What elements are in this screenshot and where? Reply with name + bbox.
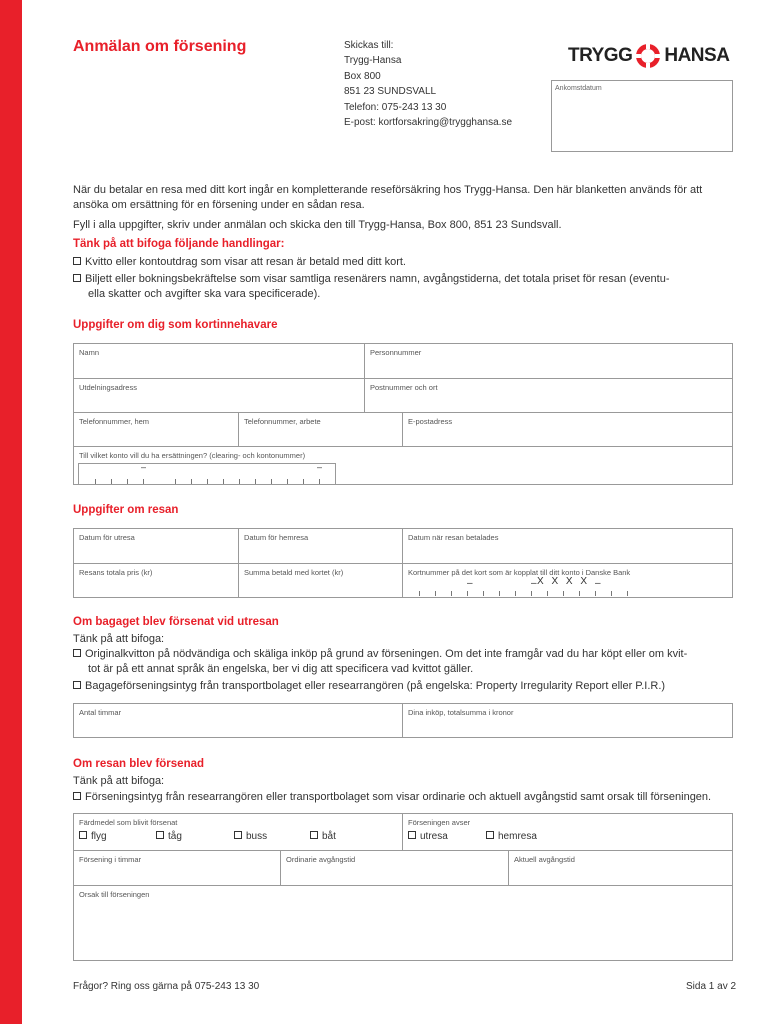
- address-line: Trygg-Hansa: [344, 55, 402, 67]
- delay-form: [73, 813, 733, 961]
- concerns-label: Förseningen avser: [408, 818, 471, 827]
- return-date-label: Datum för hemresa: [244, 533, 309, 542]
- trip-form: [73, 528, 733, 598]
- paid-date-field[interactable]: [402, 529, 733, 563]
- address-field[interactable]: [74, 379, 364, 412]
- card-digit-ticks: [403, 584, 643, 596]
- account-dash: –: [317, 462, 323, 472]
- card-number-field[interactable]: [402, 564, 733, 598]
- option-label: utresa: [420, 831, 448, 842]
- ordinary-time-label: Ordinarie avgångstid: [286, 855, 356, 864]
- checkbox-icon: [73, 274, 81, 282]
- reason-label: Orsak till förseningen: [79, 890, 150, 899]
- vehicle-field: [74, 814, 402, 850]
- option-train[interactable]: [156, 831, 182, 842]
- email-field[interactable]: [402, 413, 733, 446]
- phone-home-field[interactable]: [74, 413, 238, 446]
- baggage-item: [73, 647, 738, 676]
- option-label: buss: [246, 831, 268, 842]
- delay-hours-label: Försening i timmar: [79, 855, 142, 864]
- address-line: 851 23 SUNDSVALL: [344, 86, 437, 98]
- phone-work-field[interactable]: [238, 413, 402, 446]
- hours-label: Antal timmar: [79, 708, 122, 717]
- actual-time-field[interactable]: [508, 851, 733, 885]
- total-price-label: Resans totala pris (kr): [79, 568, 153, 577]
- personal-number-label: Personnummer: [370, 348, 422, 357]
- delay-hours-field[interactable]: [74, 851, 280, 885]
- attachment-item: [73, 255, 406, 270]
- attachment-text: Kvitto eller kontoutdrag som visar att resan är betald med ditt kort.: [85, 256, 406, 268]
- attachment-item: [73, 272, 733, 301]
- card-mask-dash: –: [467, 578, 474, 589]
- checkbox-icon: [73, 792, 81, 800]
- account-number-field[interactable]: [78, 463, 336, 485]
- checkbox-icon: [234, 831, 242, 839]
- phone-work-label: Telefonnummer, arbete: [244, 417, 321, 426]
- brand-stripe: [0, 0, 22, 1024]
- postal-field[interactable]: [364, 379, 733, 412]
- cardholder-form: [73, 343, 733, 485]
- baggage-item: [73, 679, 738, 694]
- hours-field[interactable]: [74, 704, 402, 738]
- baggage-text: Originalkvitton på nödvändiga och skäliga inköp på grund av förseningen. Om det inte framgår vad du har köpt eller om kvit-: [85, 648, 688, 660]
- address-label: Utdelningsadress: [79, 383, 137, 392]
- actual-time-label: Aktuell avgångstid: [514, 855, 575, 864]
- option-boat[interactable]: [310, 831, 336, 842]
- baggage-heading: Om bagaget blev försenat vid utresan: [73, 616, 279, 628]
- card-paid-label: Summa betald med kortet (kr): [244, 568, 344, 577]
- delay-text: Förseningsintyg från researrangören eller transportbolaget som visar ordinarie och aktuell avgångstid samt orsak till förseningen.: [85, 791, 712, 803]
- option-outbound[interactable]: [408, 831, 448, 842]
- arrival-date-box: [551, 80, 733, 152]
- card-mask-dash: –: [531, 578, 538, 589]
- total-price-field[interactable]: [74, 564, 238, 598]
- footer-questions: Frågor? Ring oss gärna på 075-243 13 30: [73, 981, 260, 992]
- concerns-field: [402, 814, 733, 850]
- purchases-label: Dina inköp, totalsumma i kronor: [408, 708, 514, 717]
- attachments-heading: Tänk på att bifoga följande handlingar:: [73, 238, 285, 250]
- checkbox-icon: [73, 257, 81, 265]
- delay-item: [73, 790, 738, 805]
- arrival-date-label: Ankomstdatum: [555, 85, 602, 92]
- baggage-form: [73, 703, 733, 738]
- account-row: [74, 447, 732, 485]
- checkbox-icon: [408, 831, 416, 839]
- option-label: hemresa: [498, 831, 537, 842]
- card-number-label: Kortnummer på det kort som är kopplat till ditt konto i Danske Bank: [408, 568, 631, 577]
- logo-word-right: HANSA: [664, 45, 730, 66]
- delay-heading: Om resan blev försenad: [73, 758, 205, 770]
- baggage-text-cont: tot är på ett annat språk än engelska, ber vi dig att specificera vad kvittot gäller.: [88, 662, 474, 675]
- lifebuoy-icon: [634, 42, 662, 70]
- name-field[interactable]: [74, 344, 364, 378]
- checkbox-icon: [79, 831, 87, 839]
- option-label: flyg: [91, 831, 107, 842]
- address-line: E-post: kortforsakring@trygghansa.se: [344, 117, 513, 129]
- checkbox-icon: [486, 831, 494, 839]
- option-label: båt: [322, 831, 336, 842]
- return-date-field[interactable]: [238, 529, 402, 563]
- option-flight[interactable]: [79, 831, 107, 842]
- card-mask-x: X X X X: [537, 576, 589, 587]
- baggage-sub: Tänk på att bifoga:: [73, 633, 165, 645]
- intro-instructions: Fyll i alla uppgifter, skriv under anmälan och skicka den till Trygg-Hansa, Box 800, 851 23 Sundsvall.: [73, 219, 562, 231]
- logo-word-left: TRYGG: [568, 45, 633, 66]
- address-line: Telefon: 075-243 13 30: [344, 101, 447, 113]
- digit-ticks: [79, 472, 335, 484]
- checkbox-icon: [73, 649, 81, 657]
- option-bus[interactable]: [234, 831, 267, 842]
- baggage-text: Bagageförseningsintyg från transportbolaget eller researrangören (på engelska: Property Irregularity Report eller P.I.R.): [85, 680, 666, 692]
- card-paid-field[interactable]: [238, 564, 402, 598]
- reason-field[interactable]: [74, 886, 732, 961]
- phone-home-label: Telefonnummer, hem: [79, 417, 150, 426]
- checkbox-icon: [73, 681, 81, 689]
- checkbox-icon: [156, 831, 164, 839]
- cardholder-heading: Uppgifter om dig som kortinnehavare: [73, 319, 278, 331]
- attachment-text-cont: ella skatter och avgifter ska vara specificerade).: [88, 287, 321, 300]
- card-mask-dash: –: [595, 578, 602, 589]
- address-line: Skickas till:: [344, 40, 394, 51]
- address-line: Box 800: [344, 70, 381, 82]
- delay-sub: Tänk på att bifoga:: [73, 775, 165, 787]
- clearing-dash: –: [141, 462, 147, 472]
- account-label: Till vilket konto vill du ha ersättningen? (clearing- och kontonummer): [79, 451, 306, 460]
- departure-date-label: Datum för utresa: [79, 533, 135, 542]
- departure-date-field[interactable]: [74, 529, 238, 563]
- option-label: tåg: [168, 831, 182, 842]
- intro-paragraph: När du betalar en resa med ditt kort ingår en kompletterande reseförsäkring hos Trygg-Hansa. Den här blanketten används för att ansöka om ersättning för en försening under en sådan resa.: [73, 184, 703, 211]
- email-label: E-postadress: [408, 417, 453, 426]
- mailing-address: [344, 38, 512, 130]
- trygg-hansa-logo: [568, 40, 734, 72]
- postal-label: Postnummer och ort: [370, 383, 438, 392]
- personal-number-field[interactable]: [364, 344, 733, 378]
- page-number: Sida 1 av 2: [686, 981, 737, 992]
- ordinary-time-field[interactable]: [280, 851, 508, 885]
- paid-date-label: Datum när resan betalades: [408, 533, 499, 542]
- checkbox-icon: [310, 831, 318, 839]
- purchases-field[interactable]: [402, 704, 733, 738]
- attachment-text: Biljett eller bokningsbekräftelse som visar samtliga resenärers namn, avgångstiderna, det totala priset för resan (eventu-: [85, 273, 670, 285]
- option-homebound[interactable]: [486, 831, 537, 842]
- page-title: Anmälan om försening: [73, 38, 247, 55]
- trip-heading: Uppgifter om resan: [73, 504, 179, 516]
- name-label: Namn: [79, 348, 100, 357]
- vehicle-label: Färdmedel som blivit försenat: [79, 818, 178, 827]
